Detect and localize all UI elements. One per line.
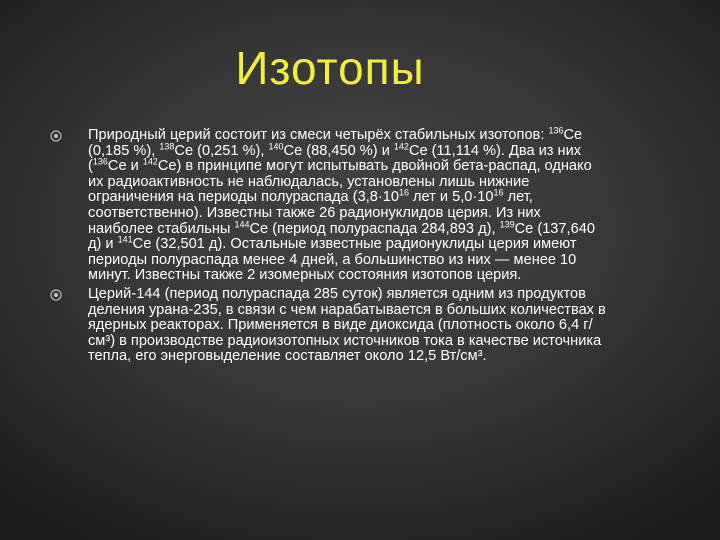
bullet-item-isotopes	[50, 125, 610, 284]
circled-bullet-icon	[50, 289, 62, 301]
bullet-text: Церий-144 (период полураспада 285 суток) является одним из продуктов деления урана-235, в связи с чем нарабатывается в больших количествах в ядерных реакторах. Применяется в виде диоксида (плотность около 6,4 г/см³) в производстве радиоизотопных источников тока в качестве источника тепла, его энерговыделение составляет около 12,5 Вт/см³.	[88, 285, 606, 365]
bullet-text: Природный церий состоит из смеси четырёх стабильных изотопов: $^{136}$Ce (0,185 %), $^{138}$Ce (0,251 %), $^{140}$Ce (88,450 %) и $^{142}$Ce (11,114 %). Два из них ($^{136}$Ce и $^{142}$Ce) в принципе могут испытывать двойной бета-распад, однако их радиоактивность не наблюдалась, установлены лишь нижние ограничения на периоды полураспада ($3,8\cdot 10^{16}$ лет и $5,0\cdot 10^{16}$ лет, соответственно). Известны также 26 радионуклидов церия. Из них наиболее стабильны $^{144}$Ce (период полураспада 284,893 д), $^{139}$Ce (137,640 д) и $^{141}$Ce (32,501 д). Остальные известные радионуклиды церия имеют периоды полураспада менее 4 дней, а большинство из них — менее 10 минут. Известны также 2 изомерных состояния изотопов церия.	[88, 125, 595, 284]
circled-bullet-icon	[50, 130, 62, 142]
slide-body	[50, 125, 610, 365]
slide-title: Изотопы	[235, 42, 425, 94]
bullet-item-cerium-144	[50, 287, 610, 365]
